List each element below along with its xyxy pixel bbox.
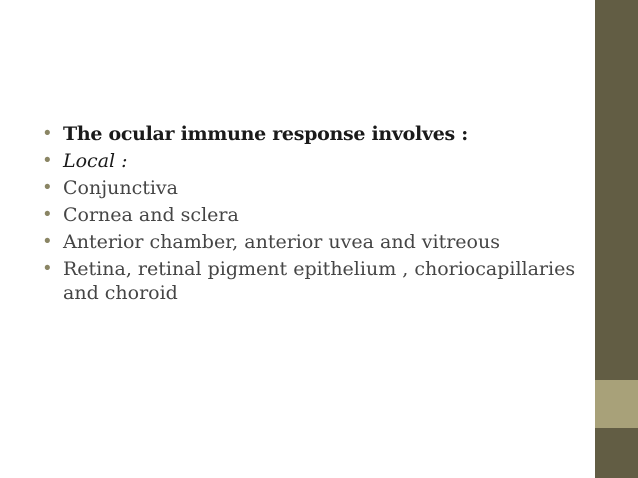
bullet-text: Local : (63, 150, 128, 172)
bullet-text: Anterior chamber, anterior uvea and vitreous (63, 231, 500, 253)
bullet-item-involves (44, 122, 584, 146)
bullet-text: Conjunctiva (63, 177, 178, 199)
bullet-item-conjunctiva (44, 176, 584, 200)
bullet-item-retina (44, 257, 584, 305)
slide-content (44, 122, 584, 308)
bullet-text: The ocular immune response involves : (63, 123, 468, 145)
bullet-item-cornea-sclera (44, 203, 584, 227)
bullet-list (44, 122, 584, 305)
bullet-item-local (44, 149, 584, 173)
bullet-item-anterior-chamber (44, 230, 584, 254)
bullet-text: Cornea and sclera (63, 204, 239, 226)
bullet-text: Retina, retinal pigment epithelium , choriocapillaries and choroid (63, 258, 576, 304)
sidebar-accent-block (595, 380, 638, 428)
